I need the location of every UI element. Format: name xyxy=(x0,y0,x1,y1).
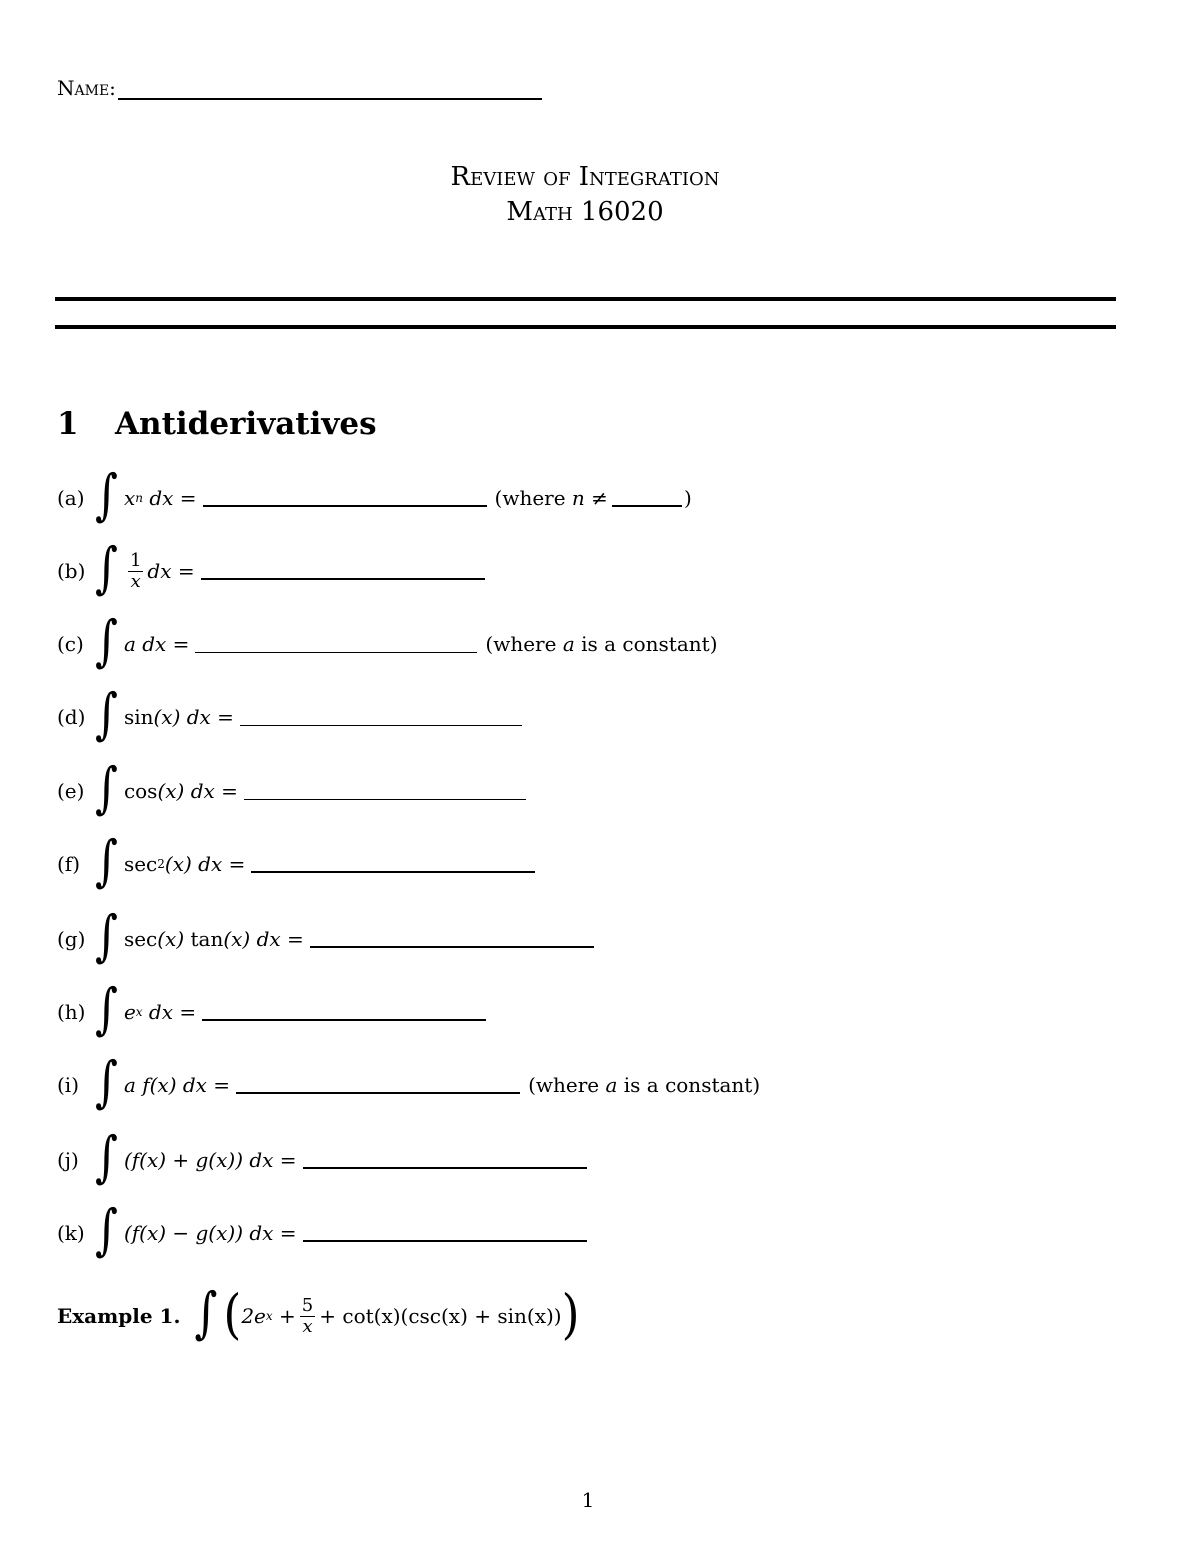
answer-blank[interactable] xyxy=(240,705,522,726)
problem-b: (b) ∫ $\frac{1}{x}$ dx = xyxy=(57,543,493,599)
problem-label: (b) xyxy=(57,559,86,583)
answer-blank[interactable] xyxy=(203,485,487,507)
problem-j: (j) ∫ (f(x) + g(x)) dx = xyxy=(57,1132,595,1188)
right-paren-icon: ) xyxy=(561,1282,580,1346)
integral-sign-icon: ∫ xyxy=(95,463,118,528)
name-field xyxy=(57,76,542,100)
section-number: 1 xyxy=(57,406,79,442)
left-paren-icon: ( xyxy=(223,1282,242,1346)
problem-i: (i) ∫ a f(x) dx = (where a is a constant) xyxy=(57,1050,761,1115)
integral-sign-icon: ∫ xyxy=(95,829,118,894)
problem-label: (j) xyxy=(57,1148,79,1172)
answer-blank[interactable] xyxy=(303,1220,587,1242)
integral-sign-icon: ∫ xyxy=(95,1125,118,1190)
answer-blank[interactable] xyxy=(201,558,485,580)
problem-label: (k) xyxy=(57,1221,85,1245)
integral-sign-icon: ∫ xyxy=(95,977,118,1042)
integral-sign-icon: ∫ xyxy=(95,756,118,821)
integral-sign-icon: ∫ xyxy=(95,682,118,747)
problem-e: (e) ∫ cos (x) dx = xyxy=(57,763,534,819)
integral-sign-icon: ∫ xyxy=(95,904,118,969)
problem-label: (d) xyxy=(57,705,86,729)
answer-blank[interactable] xyxy=(195,632,477,653)
integral-sign-icon: ∫ xyxy=(95,536,118,601)
fraction: $\frac{5}{x}$ xyxy=(301,1294,314,1337)
page-number: 1 xyxy=(581,1488,595,1512)
answer-blank[interactable] xyxy=(202,999,486,1021)
example-1: Example 1. ∫ ( 2e x + $\frac{5}{x}$ + cot(x)(csc(x) + sin(x)) ) xyxy=(57,1281,580,1346)
problem-label: (c) xyxy=(57,632,84,656)
name-blank[interactable] xyxy=(118,76,542,100)
answer-blank[interactable] xyxy=(236,1072,520,1094)
integral-sign-icon: ∫ xyxy=(95,609,118,674)
problem-a: (a) ∫ x n dx = (where n ≠ ) xyxy=(57,463,692,528)
problem-label: (f) xyxy=(57,852,81,876)
problem-label: (a) xyxy=(57,486,85,510)
problem-c: (c) ∫ a dx = (where a is a constant) xyxy=(57,609,718,674)
section-title: Antiderivatives xyxy=(115,406,377,442)
integral-sign-icon: ∫ xyxy=(95,1050,118,1115)
problem-k: (k) ∫ (f(x) − g(x)) dx = xyxy=(57,1205,595,1261)
example-label: Example 1. xyxy=(57,1304,181,1328)
section-heading xyxy=(57,406,377,442)
fraction: $\frac{1}{x}$ xyxy=(129,549,142,592)
name-label: Name: xyxy=(57,76,116,100)
integral-sign-icon: ∫ xyxy=(95,1198,118,1263)
problem-label: (g) xyxy=(57,927,86,951)
bottom-rule xyxy=(55,325,1116,329)
integral-sign-icon: ∫ xyxy=(194,1281,218,1346)
problem-f: (f) ∫ sec 2 (x) dx = xyxy=(57,836,543,892)
problem-h: (h) ∫ e x dx = xyxy=(57,984,494,1040)
answer-blank[interactable] xyxy=(310,926,594,948)
answer-blank[interactable] xyxy=(303,1147,587,1169)
document-title: Review of Integration xyxy=(450,162,720,192)
problem-label: (e) xyxy=(57,779,85,803)
course-title: Math 16020 xyxy=(506,197,664,227)
answer-blank[interactable] xyxy=(251,851,535,873)
top-rule xyxy=(55,297,1116,301)
problem-d: (d) ∫ sin (x) dx = xyxy=(57,689,530,745)
problem-g: (g) ∫ sec (x) tan (x) dx = xyxy=(57,911,602,967)
answer-blank[interactable] xyxy=(244,779,526,800)
problem-label: (i) xyxy=(57,1073,80,1097)
problem-label: (h) xyxy=(57,1000,86,1024)
exception-blank[interactable] xyxy=(612,485,682,507)
